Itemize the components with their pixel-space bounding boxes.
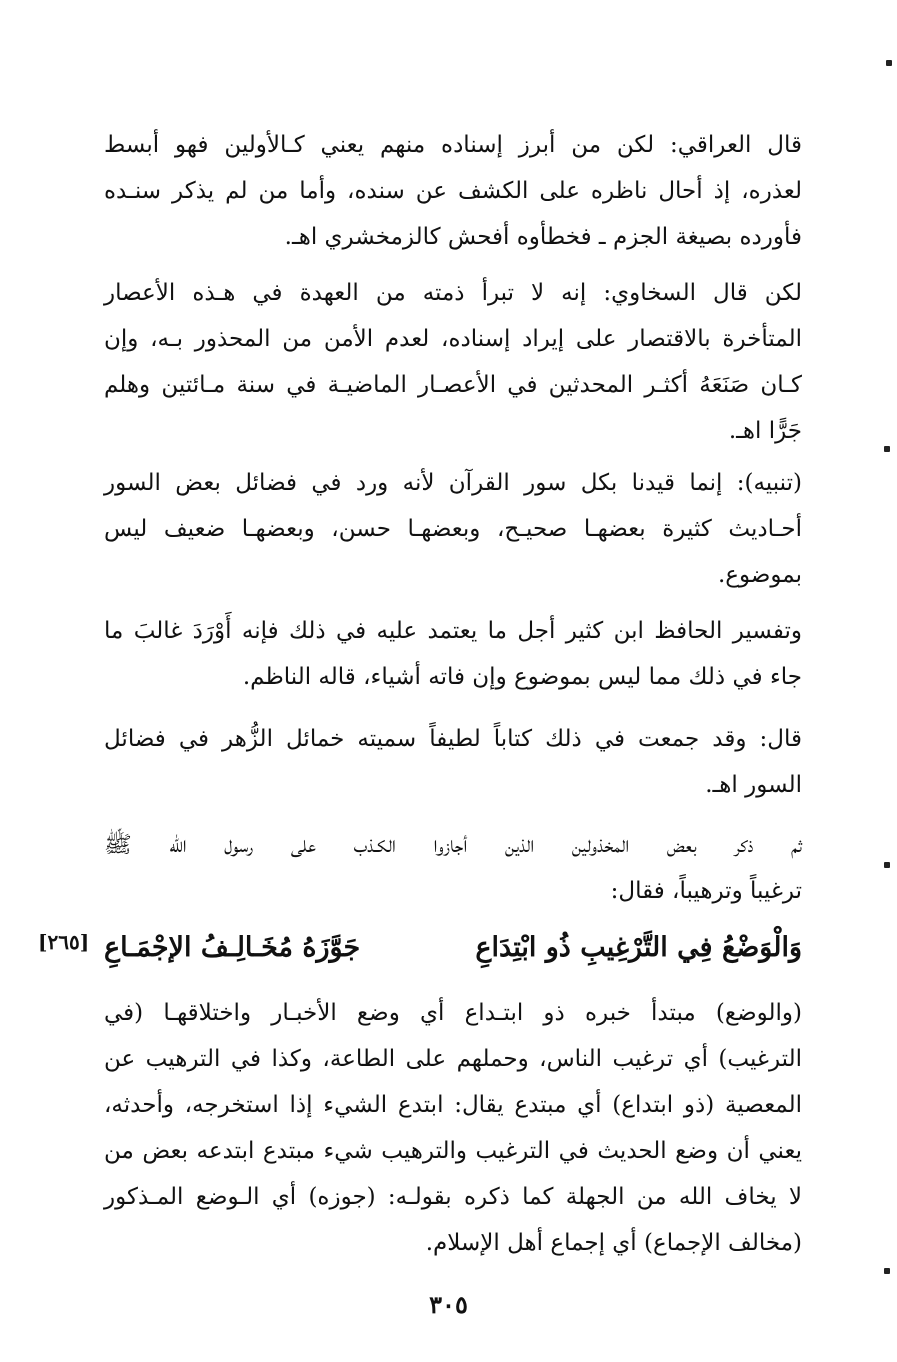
verse-second-hemistich: جَوَّزَهُ مُخَـالِـفُ الإجْمَـاعِ	[104, 932, 361, 963]
verse-first-hemistich: وَالْوَضْعُ فِي التَّرْغِيبِ ذُو ابْتِدَاعِ	[475, 932, 802, 963]
paragraph-tanbih-note	[104, 460, 802, 598]
poem-verse	[104, 924, 802, 972]
text-line: لا يخاف الله من الجهلة كما ذكره بقولـه: (جوزه) أي الـوضع المـذكور	[104, 1184, 802, 1210]
text-line: قال: وقد جمعت في ذلك كتاباً لطيفاً سميته خمائل الزُّهر في فضائل	[104, 726, 802, 752]
text-line: المتأخرة بالاقتصار على إيراد إسناده، لعدم الأمن من المحذور بـه، وإن	[104, 326, 802, 352]
text-line: وتفسير الحافظ ابن كثير أجل ما يعتمد عليه في ذلك فإنه أَوْرَدَ غالبَ ما	[104, 618, 802, 644]
text-line: جاء في ذلك مما ليس بموضوع وإن فاته أشياء، قاله الناظم.	[242, 664, 802, 690]
text-line: ثم ذكر بعض المخذولين الذين أجازوا الكـذب على رسول الله ﷺ	[104, 832, 802, 858]
text-line: كـان صَنَعَهُ أكثـر المحدثين في الأعصـار الماضيـة في سنة مـائتين وهلم	[104, 372, 802, 398]
text-line: قال العراقي: لكن من أبرز إسناده منهم يعني كـالأولين فهو أبسط	[104, 132, 802, 158]
text-line: ترغيباً وترهيباً، فقال:	[610, 878, 802, 904]
text-line: الترغيب) أي ترغيب الناس، وحملهم على الطاعة، وكذا في الترهيب عن	[104, 1046, 802, 1072]
text-line: (والوضع) مبتدأ خبره ذو ابتـداع أي وضع الأخبـار واختلاقهـا (في	[104, 1000, 802, 1026]
scan-mark	[884, 862, 890, 868]
text-line: فأورده بصيغة الجزم ـ فخطأوه أفحش كالزمخشري اهـ.	[284, 224, 802, 250]
text-line: المعصية (ذو ابتداع) أي مبتدع يقال: ابتدع الشيء إذا استخرجه، وأحدثه،	[104, 1092, 802, 1118]
paragraph-verse-intro	[104, 822, 802, 914]
scan-mark	[884, 1268, 890, 1274]
page-number: ٣٠٥	[429, 1290, 468, 1319]
paragraph-sakhawi-quote	[104, 270, 802, 454]
text-line: يعني أن وضع الحديث في الترغيب والترهيب شيء مبتدع ابتدعه بعض من	[104, 1138, 802, 1164]
scan-mark	[884, 446, 890, 452]
paragraph-tafsir-ibn-kathir	[104, 608, 802, 700]
text-line: (تنبيه): إنما قيدنا بكل سور القرآن لأنه ورد في فضائل بعض السور	[104, 470, 802, 496]
text-line: جَرًّا اهـ.	[728, 418, 802, 444]
text-line: السور اهـ.	[705, 772, 802, 798]
text-line: بموضوع.	[717, 562, 802, 588]
text-line: لعذره، إذ أحال ناظره على الكشف عن سنده، وأما من لم يذكر سنـده	[104, 178, 802, 204]
paragraph-iraqi-quote	[104, 122, 802, 260]
paragraph-khamail-alzuhr	[104, 716, 802, 808]
text-line: (مخالف الإجماع) أي إجماع أهل الإسلام.	[425, 1230, 802, 1256]
text-line: أحـاديث كثيرة بعضهـا صحيـح، وبعضهـا حسن، وبعضهـا ضعيف ليس	[104, 516, 802, 542]
text-line: لكن قال السخاوي: إنه لا تبرأ ذمته من العهدة في هـذه الأعصار	[104, 280, 802, 306]
verse-number: [٢٦٥]	[38, 930, 90, 954]
paragraph-verse-commentary	[104, 990, 802, 1266]
page-body	[104, 122, 802, 1266]
scan-mark	[886, 60, 892, 66]
